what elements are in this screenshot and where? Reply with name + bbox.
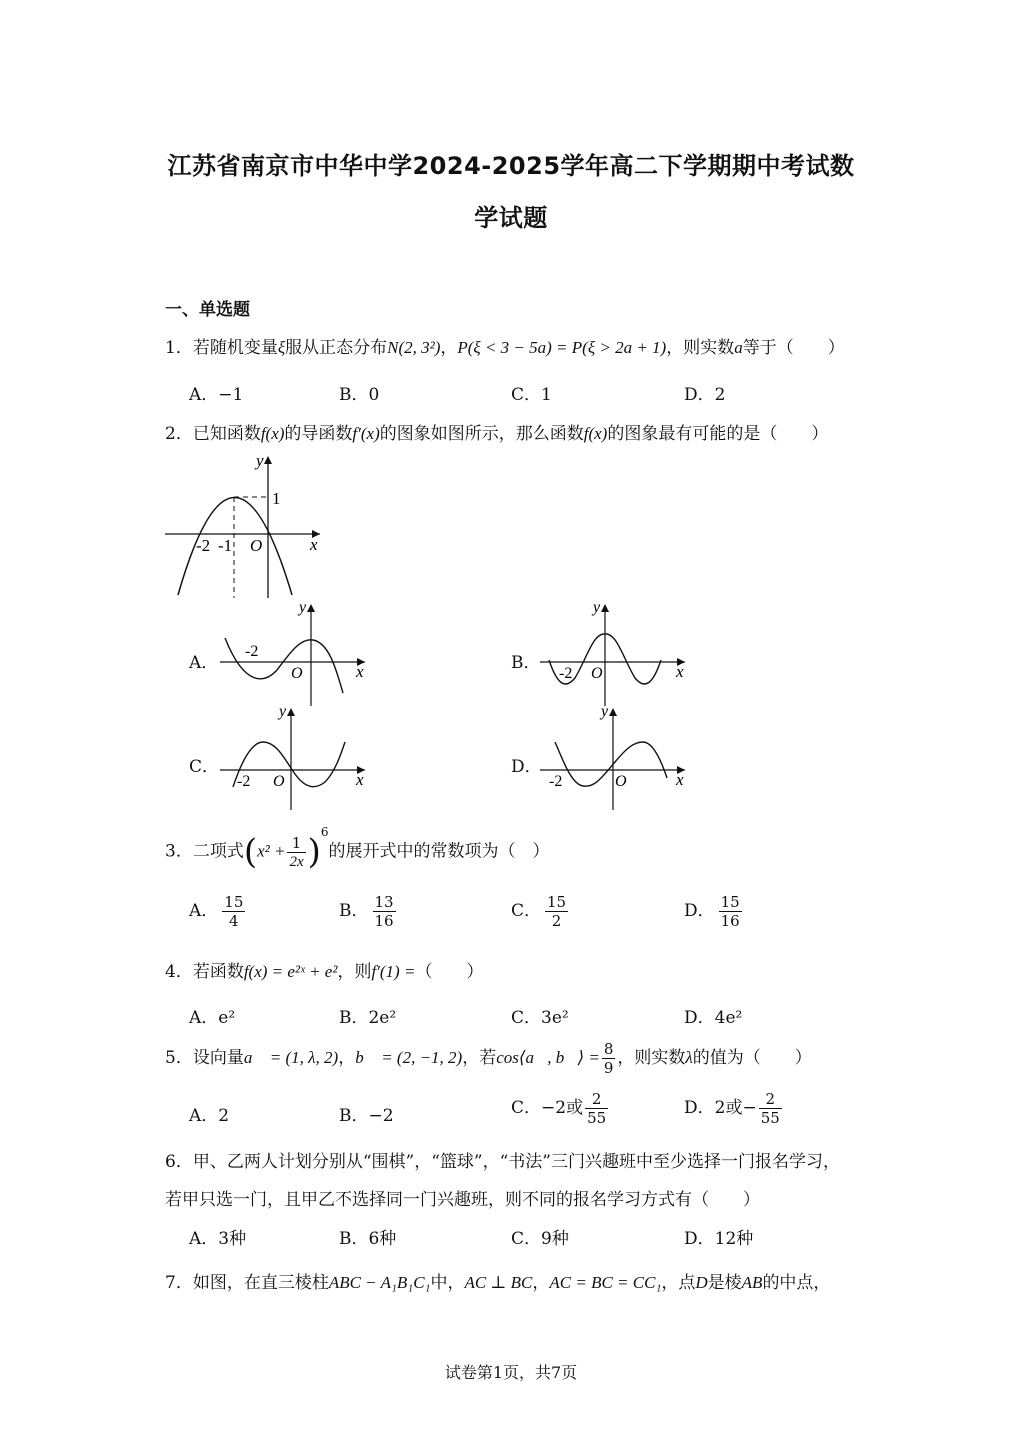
q3-b-num: 13 (374, 893, 394, 911)
q5-option-c (511, 1090, 610, 1127)
q6-option-b: B．6种 (339, 1229, 397, 1249)
question-6-line-2: 若甲只选一门，且甲乙不选择同一门兴趣班，则不同的报名学习方式有（ ） (165, 1190, 760, 1210)
q3-x-squared: x² + (257, 841, 286, 861)
q7-text: 7．如图，在直三棱柱 (165, 1273, 329, 1293)
q3-option-b (339, 893, 398, 930)
q3-a-den: 4 (229, 912, 239, 930)
q4-text: 4．若函数 (165, 962, 244, 982)
q1-text: ，则实数 (666, 338, 735, 358)
q3-d-den: 16 (720, 912, 740, 930)
q7-point-d: D (695, 1273, 708, 1292)
q1-text: 服从正态分布 (285, 338, 388, 358)
q4-option-a: A．e² (189, 1008, 236, 1028)
b-label-x: x (676, 662, 684, 681)
a-label-minus2: -2 (245, 643, 259, 660)
page-footer: 试卷第1页，共7页 (444, 1363, 578, 1382)
c-label-minus2: -2 (237, 773, 251, 790)
q3-text: 3．二项式 (165, 841, 244, 862)
b-label-minus2: -2 (559, 665, 573, 682)
c-label-x: x (356, 770, 364, 789)
q1-text: 等于（ ） (742, 338, 845, 358)
q5-cos-num: 8 (603, 1040, 614, 1058)
q5-text: ，若 (462, 1048, 497, 1068)
graph-label-minus1: -1 (218, 536, 233, 555)
graph-label-minus2: -2 (196, 536, 211, 555)
graph-label-origin: O (250, 536, 263, 555)
q7-equality: AC = BC = CC₁ (549, 1273, 662, 1292)
a-label-x: x (356, 662, 364, 681)
q3-b-label: B． (339, 901, 369, 921)
d-label-minus2: -2 (549, 773, 563, 790)
q7-prism: ABC − A₁B₁C₁ (328, 1273, 431, 1292)
q3-option-a (189, 893, 247, 930)
q4-derivative: f′(1) = (371, 962, 416, 981)
q5-option-a: A．2 (189, 1106, 230, 1126)
q2-option-c-label: C． (189, 757, 220, 777)
q3-option-d (684, 893, 744, 930)
q2-option-d-graph (535, 702, 695, 812)
b-label-origin: O (591, 665, 603, 682)
q1-text: ， (440, 338, 458, 358)
q1-condition: P(ξ < 3 − 5a) = P(ξ > 2a + 1) (457, 338, 667, 357)
q1-var-a: a (734, 338, 743, 357)
q2-option-a-graph (215, 598, 375, 708)
section-heading: 一、单选题 (165, 300, 250, 320)
q4-option-c: C．3e² (511, 1008, 569, 1028)
q5-option-d (684, 1090, 784, 1127)
q7-edge-ab: AB (741, 1273, 763, 1292)
q1-distribution: N(2, 3²) (387, 338, 441, 357)
q6-option-d: D．12种 (684, 1229, 754, 1249)
q2-text: 的导函数 (284, 424, 353, 444)
q4-option-d: D．4e² (684, 1008, 743, 1028)
question-3 (165, 824, 550, 872)
q4-text: （ ） (415, 962, 484, 982)
q5-d-prefix: D．2或− (684, 1098, 757, 1118)
q5-cos-den: 9 (603, 1059, 614, 1077)
q3-a-num: 15 (224, 893, 244, 911)
question-5 (165, 1040, 812, 1077)
q1-option-a: A．−1 (189, 385, 244, 405)
q3-text: 的展开式中的常数项为（ ） (328, 841, 550, 862)
q5-text: 5．设向量 (165, 1048, 244, 1068)
q5-text: 的值为（ ） (692, 1048, 812, 1068)
d-label-origin: O (615, 773, 627, 790)
title-line-2: 学试题 (474, 204, 548, 232)
d-label-x: x (676, 770, 684, 789)
a-label-y: y (299, 599, 307, 616)
q2-fpx: f′(x) (352, 424, 380, 443)
q5-d-num: 2 (759, 1090, 782, 1109)
q5-option-b: B．−2 (339, 1106, 394, 1126)
q1-option-c: C．1 (511, 385, 552, 405)
q7-text: ， (532, 1273, 550, 1293)
q5-c-prefix: C．−2或 (511, 1098, 584, 1118)
q6-option-a: A．3种 (189, 1229, 247, 1249)
q7-perpendicular: AC ⊥ BC (464, 1273, 533, 1292)
q5-c-den: 55 (587, 1109, 607, 1127)
q3-exponent: 6 (320, 824, 329, 839)
a-label-origin: O (291, 665, 303, 682)
q3-b-den: 16 (374, 912, 394, 930)
q2-option-b-label: B． (511, 653, 541, 673)
graph-label-one: 1 (272, 489, 281, 508)
q5-text: ， (338, 1048, 356, 1068)
q4-option-b: B．2e² (339, 1008, 397, 1028)
q2-fx: f(x) (260, 424, 285, 443)
q3-d-label: D． (684, 901, 715, 921)
q3-d-num: 15 (720, 893, 740, 911)
graph-label-y: y (256, 451, 264, 470)
q2-option-d-label: D． (511, 757, 542, 777)
q3-frac-den: 2x (289, 853, 304, 870)
q3-c-den: 2 (551, 912, 562, 930)
q5-vector-b: b⃗ = (2, −1, 2) (355, 1048, 463, 1067)
graph-label-x: x (310, 535, 318, 554)
q3-option-c (511, 893, 570, 930)
q1-text: 1．若随机变量 (165, 338, 278, 358)
c-label-y: y (279, 703, 287, 720)
q3-fraction (287, 834, 305, 871)
q3-frac-num: 1 (287, 834, 305, 853)
q3-a-label: A． (189, 901, 219, 921)
q2-option-c-graph (215, 702, 375, 812)
question-2 (165, 419, 828, 444)
q5-c-num: 2 (585, 1090, 608, 1109)
q6-option-c: C．9种 (511, 1229, 569, 1249)
question-1 (165, 333, 845, 358)
derivative-graph (160, 450, 330, 600)
q5-text: ，则实数 (617, 1048, 686, 1068)
q5-lambda: λ (685, 1048, 693, 1067)
q2-fx2: f(x) (583, 424, 608, 443)
q1-xi: ξ (277, 338, 286, 357)
q3-c-label: C． (511, 901, 542, 921)
q4-function: f(x) = e²ˣ + e² (243, 962, 338, 981)
q1-option-b: B．0 (339, 385, 380, 405)
q2-text: 2．已知函数 (165, 424, 261, 444)
q2-text: 的图象如图所示，那么函数 (379, 424, 584, 444)
title-line-1: 江苏省南京市中华中学2024-2025学年高二下学期期中考试数 (167, 152, 855, 180)
q3-c-num: 15 (547, 893, 567, 911)
q2-text: 的图象最有可能的是（ ） (607, 424, 829, 444)
c-label-origin: O (273, 773, 285, 790)
q5-vector-a: a⃗ = (1, λ, 2) (243, 1048, 339, 1067)
q7-text: 是棱 (707, 1273, 742, 1293)
q2-option-a-label: A． (189, 653, 219, 673)
q1-option-d: D．2 (684, 385, 726, 405)
question-7 (165, 1268, 830, 1293)
d-label-y: y (601, 703, 609, 720)
q5-cosine: cos⟨a⃗, b⃗⟩ = (496, 1048, 600, 1067)
q3-left-paren: ( (243, 832, 258, 872)
question-4 (165, 957, 483, 982)
question-6-line-1: 6．甲、乙两人计划分别从“围棋”，“篮球”，“书法”三门兴趣班中至少选择一门报名学习， (165, 1152, 840, 1172)
b-label-y: y (593, 599, 601, 616)
q7-text: 中， (430, 1273, 465, 1293)
q4-text: ，则 (337, 962, 372, 982)
q3-right-paren: ) (307, 832, 321, 872)
q5-d-den: 55 (760, 1109, 780, 1127)
q2-option-b-graph (535, 598, 695, 708)
q7-text: 的中点， (762, 1273, 831, 1293)
q7-text: ，点 (661, 1273, 696, 1293)
